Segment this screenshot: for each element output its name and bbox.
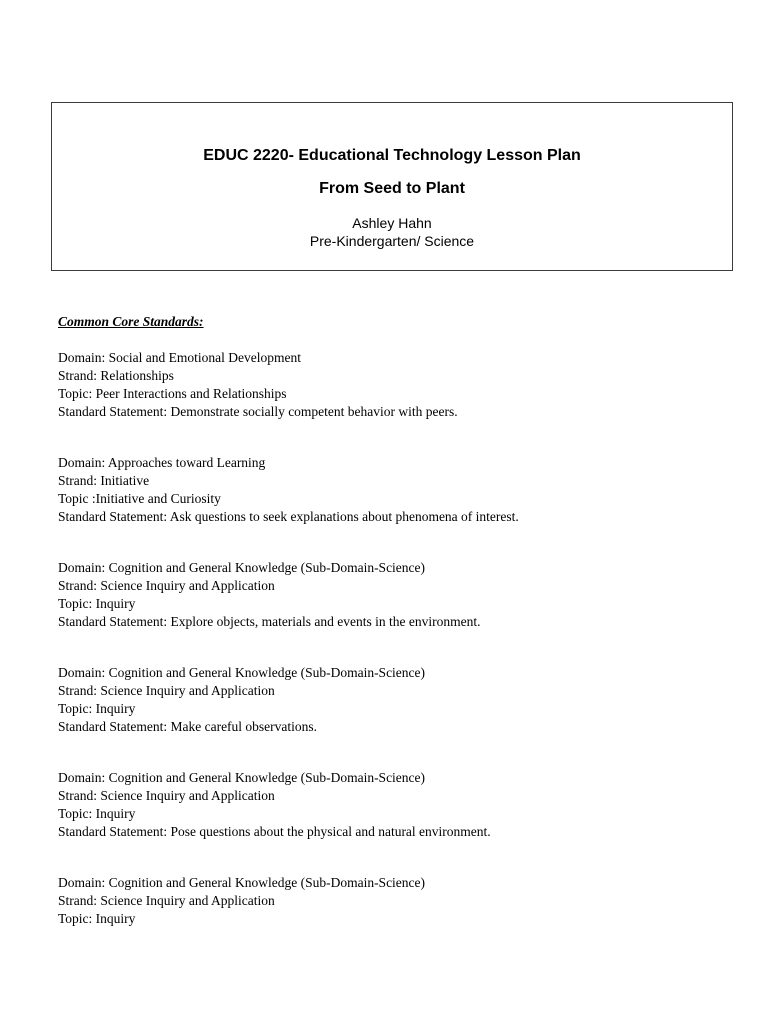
topic-line: Topic: Inquiry <box>58 806 136 821</box>
strand-line: Strand: Initiative <box>58 473 150 488</box>
domain-line: Domain: Approaches toward Learning <box>58 455 266 470</box>
standard-block <box>58 769 738 841</box>
statement-line: Standard Statement: Make careful observations. <box>58 719 318 734</box>
strand-line: Strand: Science Inquiry and Application <box>58 788 275 803</box>
standard-block <box>58 559 738 631</box>
standard-block <box>58 874 738 928</box>
title-box <box>51 102 733 271</box>
standard-block <box>58 664 738 736</box>
domain-line: Domain: Cognition and General Knowledge (Sub-Domain-Science) <box>58 560 426 575</box>
lesson-title: From Seed to Plant <box>319 180 465 197</box>
statement-line: Standard Statement: Explore objects, materials and events in the environment. <box>58 614 481 629</box>
strand-line: Strand: Science Inquiry and Application <box>58 578 275 593</box>
statement-line: Standard Statement: Ask questions to seek explanations about phenomena of interest. <box>58 509 519 524</box>
grade-subject: Pre-Kindergarten/ Science <box>309 233 475 249</box>
author-name: Ashley Hahn <box>352 215 432 231</box>
domain-line: Domain: Cognition and General Knowledge (Sub-Domain-Science) <box>58 875 426 890</box>
strand-line: Strand: Science Inquiry and Application <box>58 893 275 908</box>
standard-block <box>58 454 738 526</box>
standard-block <box>58 349 738 421</box>
topic-line: Topic: Inquiry <box>58 911 136 926</box>
statement-line: Standard Statement: Pose questions about the physical and natural environment. <box>58 824 491 839</box>
domain-line: Domain: Social and Emotional Development <box>58 350 301 365</box>
course-title: EDUC 2220- Educational Technology Lesson Plan <box>203 147 581 164</box>
topic-line: Topic: Inquiry <box>58 596 136 611</box>
strand-line: Strand: Relationships <box>58 368 174 383</box>
domain-line: Domain: Cognition and General Knowledge (Sub-Domain-Science) <box>58 770 426 785</box>
section-heading: Common Core Standards: <box>58 314 204 329</box>
strand-line: Strand: Science Inquiry and Application <box>58 683 275 698</box>
topic-line: Topic: Inquiry <box>58 701 136 716</box>
standards-section <box>58 313 738 961</box>
topic-line: Topic: Peer Interactions and Relationships <box>58 386 287 401</box>
statement-line: Standard Statement: Demonstrate socially competent behavior with peers. <box>58 404 458 419</box>
domain-line: Domain: Cognition and General Knowledge (Sub-Domain-Science) <box>58 665 426 680</box>
topic-line: Topic :Initiative and Curiosity <box>58 491 221 506</box>
